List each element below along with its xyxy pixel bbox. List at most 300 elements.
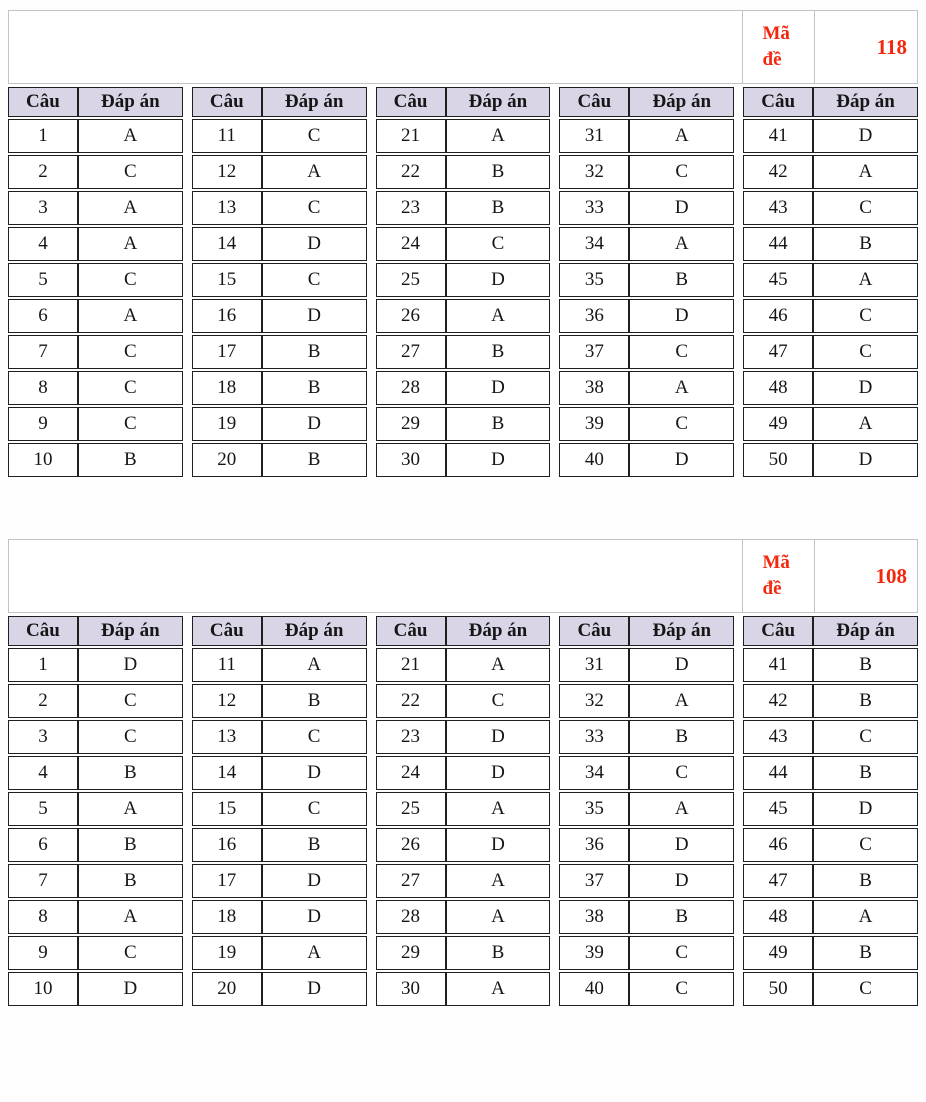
question-number-cell: 32 [559, 155, 629, 189]
header-row [192, 616, 367, 646]
question-number-cell: 48 [743, 371, 813, 405]
answer-letter-cell: B [262, 828, 367, 862]
question-number-cell: 20 [192, 443, 262, 477]
table-row [559, 972, 734, 1006]
question-number-cell: 42 [743, 155, 813, 189]
answer-letter-cell: C [78, 407, 183, 441]
answer-letter-cell: C [813, 972, 918, 1006]
table-row [376, 756, 551, 790]
question-number-cell: 11 [192, 119, 262, 153]
answer-letter-cell: A [629, 119, 734, 153]
answer-key-block [8, 10, 918, 479]
answer-letter-cell: C [262, 720, 367, 754]
answer-subtable [192, 85, 367, 479]
table-row [743, 371, 918, 405]
question-number-cell: 4 [8, 227, 78, 261]
answer-letter-cell: B [446, 335, 551, 369]
question-number-cell: 38 [559, 900, 629, 934]
answer-subtable [8, 614, 183, 1008]
table-row [8, 407, 183, 441]
answer-letter-cell: D [262, 227, 367, 261]
subtable-body [192, 648, 367, 1006]
answer-letter-cell: B [262, 371, 367, 405]
exam-code-band [8, 539, 918, 613]
question-number-cell: 9 [8, 936, 78, 970]
answer-letter-cell: C [78, 720, 183, 754]
table-row [8, 792, 183, 826]
question-number-cell: 32 [559, 684, 629, 718]
table-row [376, 227, 551, 261]
table-row [376, 263, 551, 297]
table-row [192, 864, 367, 898]
question-column-header: Câu [376, 87, 446, 117]
question-number-cell: 26 [376, 828, 446, 862]
header-row [559, 616, 734, 646]
question-number-cell: 35 [559, 792, 629, 826]
table-row [8, 443, 183, 477]
answer-letter-cell: B [262, 443, 367, 477]
question-number-cell: 10 [8, 972, 78, 1006]
question-number-cell: 24 [376, 227, 446, 261]
table-row [8, 720, 183, 754]
table-row [559, 227, 734, 261]
answer-letter-cell: D [262, 972, 367, 1006]
table-row [559, 684, 734, 718]
question-number-cell: 23 [376, 191, 446, 225]
question-number-cell: 1 [8, 648, 78, 682]
exam-code-label-cell [742, 11, 814, 83]
table-row [376, 407, 551, 441]
table-row [743, 936, 918, 970]
question-number-cell: 27 [376, 335, 446, 369]
question-number-cell: 44 [743, 756, 813, 790]
question-number-cell: 48 [743, 900, 813, 934]
answer-letter-cell: D [262, 299, 367, 333]
answer-letter-cell: B [813, 756, 918, 790]
answer-letter-cell: A [446, 792, 551, 826]
answer-letter-cell: C [629, 155, 734, 189]
answer-letter-cell: C [629, 407, 734, 441]
table-row [376, 792, 551, 826]
table-row [192, 684, 367, 718]
answer-letter-cell: C [446, 684, 551, 718]
code-band-spacer [9, 540, 742, 612]
question-number-cell: 16 [192, 828, 262, 862]
answer-letter-cell: A [629, 684, 734, 718]
header-row [8, 87, 183, 117]
question-number-cell: 19 [192, 407, 262, 441]
subtable-body [376, 648, 551, 1006]
table-row [559, 191, 734, 225]
question-number-cell: 19 [192, 936, 262, 970]
table-row [8, 299, 183, 333]
table-row [376, 936, 551, 970]
table-row [8, 227, 183, 261]
answer-column-header: Đáp án [813, 616, 918, 646]
table-row [376, 191, 551, 225]
subtable-body [192, 119, 367, 477]
answer-letter-cell: B [813, 864, 918, 898]
question-number-cell: 29 [376, 407, 446, 441]
table-row [8, 335, 183, 369]
table-row [192, 720, 367, 754]
question-column-header: Câu [743, 616, 813, 646]
answer-letter-cell: A [813, 155, 918, 189]
answer-letter-cell: A [78, 299, 183, 333]
answer-column-header: Đáp án [446, 616, 551, 646]
table-row [559, 648, 734, 682]
answer-letter-cell: C [813, 191, 918, 225]
table-row [376, 828, 551, 862]
table-row [743, 407, 918, 441]
table-row [376, 972, 551, 1006]
question-number-cell: 24 [376, 756, 446, 790]
table-row [559, 936, 734, 970]
subtable-body [559, 119, 734, 477]
question-number-cell: 21 [376, 119, 446, 153]
answer-letter-cell: D [629, 299, 734, 333]
question-column-header: Câu [8, 616, 78, 646]
answer-letter-cell: A [78, 191, 183, 225]
answer-grid [8, 614, 918, 1008]
answer-letter-cell: C [78, 371, 183, 405]
answer-letter-cell: A [78, 900, 183, 934]
answer-letter-cell: B [446, 191, 551, 225]
question-number-cell: 33 [559, 720, 629, 754]
question-number-cell: 10 [8, 443, 78, 477]
table-row [743, 191, 918, 225]
exam-code-label: Mã đề [762, 23, 790, 70]
question-number-cell: 36 [559, 828, 629, 862]
question-number-cell: 46 [743, 299, 813, 333]
question-column-header: Câu [192, 616, 262, 646]
question-number-cell: 13 [192, 191, 262, 225]
answer-subtable [559, 614, 734, 1008]
header-row [743, 616, 918, 646]
question-number-cell: 2 [8, 155, 78, 189]
answer-letter-cell: B [78, 443, 183, 477]
answer-letter-cell: D [629, 864, 734, 898]
question-number-cell: 8 [8, 371, 78, 405]
question-number-cell: 49 [743, 407, 813, 441]
question-number-cell: 45 [743, 263, 813, 297]
answer-letter-cell: A [446, 299, 551, 333]
table-row [192, 900, 367, 934]
table-row [192, 756, 367, 790]
answer-subtable [376, 614, 551, 1008]
answer-letter-cell: D [78, 648, 183, 682]
table-row [376, 335, 551, 369]
table-row [8, 119, 183, 153]
answer-letter-cell: D [813, 792, 918, 826]
answer-column-header: Đáp án [78, 87, 183, 117]
header-row [559, 87, 734, 117]
answer-letter-cell: C [78, 263, 183, 297]
answer-letter-cell: A [813, 900, 918, 934]
answer-letter-cell: C [629, 972, 734, 1006]
table-row [192, 936, 367, 970]
answer-letter-cell: C [446, 227, 551, 261]
question-number-cell: 20 [192, 972, 262, 1006]
table-row [743, 227, 918, 261]
question-number-cell: 18 [192, 371, 262, 405]
table-row [743, 792, 918, 826]
answer-letter-cell: C [629, 936, 734, 970]
exam-code-label-cell [742, 540, 814, 612]
answer-letter-cell: B [813, 684, 918, 718]
table-row [376, 299, 551, 333]
table-row [376, 155, 551, 189]
answer-column-header: Đáp án [262, 87, 367, 117]
question-number-cell: 27 [376, 864, 446, 898]
code-band-spacer [9, 11, 742, 83]
question-number-cell: 35 [559, 263, 629, 297]
question-number-cell: 3 [8, 191, 78, 225]
table-row [192, 371, 367, 405]
question-number-cell: 28 [376, 371, 446, 405]
answer-letter-cell: C [78, 335, 183, 369]
answer-letter-cell: D [446, 263, 551, 297]
answer-letter-cell: D [446, 443, 551, 477]
subtable-body [743, 119, 918, 477]
answer-letter-cell: D [262, 756, 367, 790]
table-row [192, 335, 367, 369]
answer-letter-cell: D [262, 864, 367, 898]
answer-letter-cell: D [446, 720, 551, 754]
question-number-cell: 17 [192, 864, 262, 898]
question-number-cell: 16 [192, 299, 262, 333]
answer-letter-cell: C [629, 335, 734, 369]
answer-letter-cell: A [629, 227, 734, 261]
exam-code-value: 108 [814, 540, 917, 612]
table-row [192, 119, 367, 153]
answer-letter-cell: B [629, 900, 734, 934]
answer-letter-cell: B [446, 155, 551, 189]
question-number-cell: 4 [8, 756, 78, 790]
question-number-cell: 5 [8, 263, 78, 297]
table-row [559, 119, 734, 153]
answer-letter-cell: C [813, 828, 918, 862]
answer-letter-cell: C [78, 936, 183, 970]
answer-letter-cell: A [78, 792, 183, 826]
question-number-cell: 25 [376, 263, 446, 297]
table-row [8, 155, 183, 189]
question-number-cell: 6 [8, 828, 78, 862]
header-row [376, 616, 551, 646]
subtable-body [8, 119, 183, 477]
answer-letter-cell: B [813, 648, 918, 682]
answer-letter-cell: D [262, 900, 367, 934]
answer-letter-cell: C [78, 155, 183, 189]
question-number-cell: 15 [192, 263, 262, 297]
question-number-cell: 7 [8, 335, 78, 369]
table-row [192, 407, 367, 441]
answer-subtable [376, 85, 551, 479]
question-number-cell: 42 [743, 684, 813, 718]
question-number-cell: 31 [559, 119, 629, 153]
table-row [743, 900, 918, 934]
table-row [743, 864, 918, 898]
question-number-cell: 49 [743, 936, 813, 970]
table-row [376, 864, 551, 898]
subtable-body [376, 119, 551, 477]
question-number-cell: 12 [192, 684, 262, 718]
table-row [743, 684, 918, 718]
table-row [192, 443, 367, 477]
table-row [8, 828, 183, 862]
answer-letter-cell: D [446, 828, 551, 862]
question-number-cell: 30 [376, 443, 446, 477]
question-number-cell: 3 [8, 720, 78, 754]
answer-subtable [559, 85, 734, 479]
exam-code-label: Mã đề [762, 552, 790, 599]
table-row [559, 335, 734, 369]
question-number-cell: 1 [8, 119, 78, 153]
question-number-cell: 38 [559, 371, 629, 405]
answer-letter-cell: D [78, 972, 183, 1006]
answer-letter-cell: B [629, 720, 734, 754]
answer-letter-cell: B [629, 263, 734, 297]
question-number-cell: 9 [8, 407, 78, 441]
answer-letter-cell: D [629, 828, 734, 862]
table-row [8, 371, 183, 405]
answer-letter-cell: A [629, 371, 734, 405]
table-row [192, 299, 367, 333]
question-number-cell: 14 [192, 756, 262, 790]
answer-letter-cell: D [446, 756, 551, 790]
table-row [743, 155, 918, 189]
answer-letter-cell: D [629, 648, 734, 682]
question-number-cell: 15 [192, 792, 262, 826]
answer-letter-cell: A [446, 648, 551, 682]
table-row [559, 299, 734, 333]
table-row [192, 263, 367, 297]
table-row [192, 191, 367, 225]
question-number-cell: 47 [743, 864, 813, 898]
answer-letter-cell: B [78, 756, 183, 790]
table-row [376, 720, 551, 754]
table-row [192, 828, 367, 862]
answer-letter-cell: A [446, 900, 551, 934]
answer-grid [8, 85, 918, 479]
answer-subtable [8, 85, 183, 479]
table-row [559, 371, 734, 405]
question-number-cell: 46 [743, 828, 813, 862]
exam-code-value: 118 [814, 11, 917, 83]
table-row [559, 263, 734, 297]
question-number-cell: 41 [743, 648, 813, 682]
answer-letter-cell: C [813, 720, 918, 754]
question-number-cell: 50 [743, 972, 813, 1006]
question-number-cell: 37 [559, 864, 629, 898]
table-row [376, 648, 551, 682]
question-column-header: Câu [559, 87, 629, 117]
answer-key-block [8, 539, 918, 1008]
question-number-cell: 22 [376, 155, 446, 189]
table-row [743, 756, 918, 790]
table-row [192, 648, 367, 682]
question-number-cell: 31 [559, 648, 629, 682]
table-row [743, 335, 918, 369]
question-number-cell: 18 [192, 900, 262, 934]
answer-letter-cell: A [262, 648, 367, 682]
question-number-cell: 21 [376, 648, 446, 682]
answer-letter-cell: A [446, 119, 551, 153]
table-row [743, 648, 918, 682]
answer-letter-cell: A [446, 864, 551, 898]
answer-letter-cell: A [78, 119, 183, 153]
answer-letter-cell: A [262, 936, 367, 970]
table-row [743, 443, 918, 477]
table-row [743, 972, 918, 1006]
question-number-cell: 40 [559, 443, 629, 477]
table-row [192, 155, 367, 189]
question-column-header: Câu [376, 616, 446, 646]
answer-letter-cell: C [813, 299, 918, 333]
table-row [376, 443, 551, 477]
question-number-cell: 2 [8, 684, 78, 718]
question-number-cell: 33 [559, 191, 629, 225]
question-column-header: Câu [559, 616, 629, 646]
answer-letter-cell: A [629, 792, 734, 826]
question-number-cell: 8 [8, 900, 78, 934]
subtable-body [8, 648, 183, 1006]
answer-subtable [192, 614, 367, 1008]
answer-letter-cell: D [629, 191, 734, 225]
answer-letter-cell: C [629, 756, 734, 790]
table-row [376, 119, 551, 153]
question-number-cell: 22 [376, 684, 446, 718]
question-number-cell: 40 [559, 972, 629, 1006]
question-column-header: Câu [8, 87, 78, 117]
question-number-cell: 26 [376, 299, 446, 333]
answer-letter-cell: C [262, 792, 367, 826]
question-number-cell: 44 [743, 227, 813, 261]
subtable-body [743, 648, 918, 1006]
table-row [559, 900, 734, 934]
answer-letter-cell: D [813, 119, 918, 153]
table-row [8, 191, 183, 225]
table-row [559, 792, 734, 826]
answer-letter-cell: B [78, 864, 183, 898]
question-number-cell: 50 [743, 443, 813, 477]
question-number-cell: 43 [743, 191, 813, 225]
question-number-cell: 41 [743, 119, 813, 153]
header-row [376, 87, 551, 117]
question-number-cell: 14 [192, 227, 262, 261]
answer-letter-cell: B [446, 407, 551, 441]
exam-code-band [8, 10, 918, 84]
question-number-cell: 12 [192, 155, 262, 189]
answer-letter-cell: B [813, 227, 918, 261]
answer-letter-cell: B [78, 828, 183, 862]
answer-letter-cell: B [813, 936, 918, 970]
table-row [559, 443, 734, 477]
question-number-cell: 6 [8, 299, 78, 333]
header-row [743, 87, 918, 117]
answer-letter-cell: C [813, 335, 918, 369]
table-row [8, 756, 183, 790]
answer-letter-cell: C [78, 684, 183, 718]
table-row [8, 684, 183, 718]
answer-letter-cell: D [446, 371, 551, 405]
table-row [559, 407, 734, 441]
answer-letter-cell: C [262, 263, 367, 297]
answer-letter-cell: D [813, 443, 918, 477]
question-number-cell: 23 [376, 720, 446, 754]
table-row [376, 684, 551, 718]
question-number-cell: 37 [559, 335, 629, 369]
